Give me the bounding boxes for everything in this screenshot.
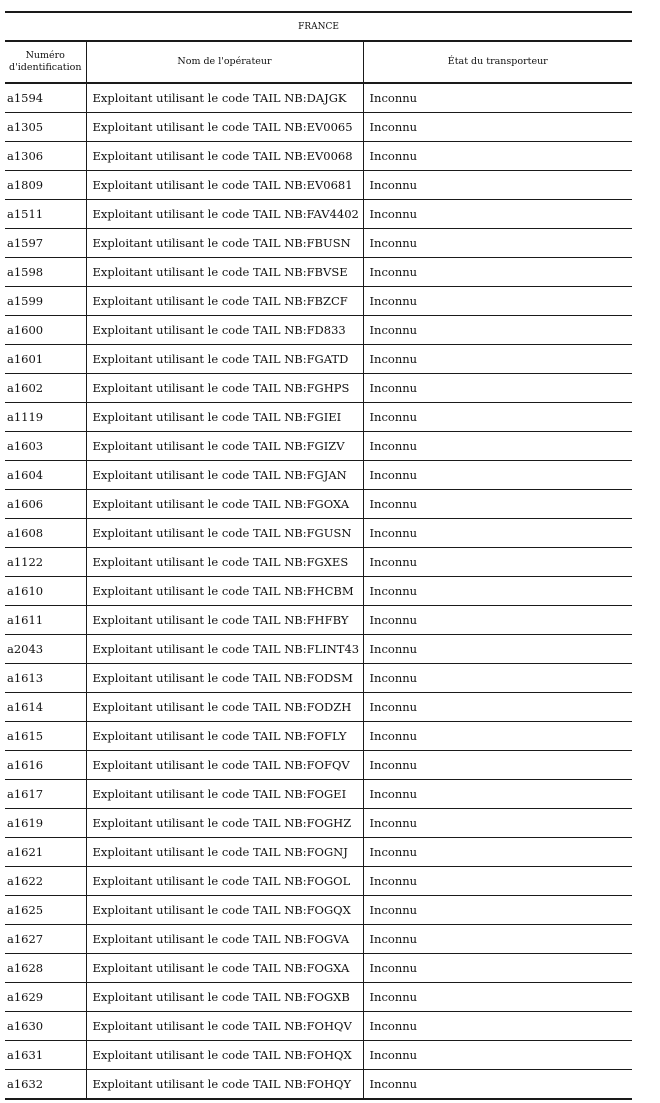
row-status-cell: Inconnu — [363, 838, 632, 867]
row-operator-cell: Exploitant utilisant le code TAIL NB:EV0068 — [86, 142, 363, 171]
row-status-cell: Inconnu — [363, 867, 632, 896]
table-row — [5, 374, 632, 403]
row-id-cell: a1625 — [5, 896, 86, 925]
table-row — [5, 606, 632, 635]
table-row — [5, 722, 632, 751]
table-row — [5, 519, 632, 548]
row-operator-cell: Exploitant utilisant le code TAIL NB:FOGHZ — [86, 809, 363, 838]
row-status-cell: Inconnu — [363, 519, 632, 548]
table-row — [5, 461, 632, 490]
row-status-cell: Inconnu — [363, 693, 632, 722]
row-operator-cell: Exploitant utilisant le code TAIL NB:FOHQY — [86, 1070, 363, 1100]
table-row — [5, 983, 632, 1012]
row-id-cell: a1615 — [5, 722, 86, 751]
row-id-cell: a1603 — [5, 432, 86, 461]
row-status-cell: Inconnu — [363, 751, 632, 780]
row-id-cell: a1601 — [5, 345, 86, 374]
row-status-cell: Inconnu — [363, 142, 632, 171]
table-row — [5, 693, 632, 722]
row-status-cell: Inconnu — [363, 577, 632, 606]
table-row — [5, 403, 632, 432]
table-row — [5, 345, 632, 374]
table-row — [5, 664, 632, 693]
table-row — [5, 867, 632, 896]
row-status-cell: Inconnu — [363, 432, 632, 461]
table-row — [5, 1070, 632, 1100]
table-row — [5, 1041, 632, 1070]
table-row — [5, 229, 632, 258]
carrier-register-table — [5, 11, 632, 1100]
row-status-cell: Inconnu — [363, 1041, 632, 1070]
row-operator-cell: Exploitant utilisant le code TAIL NB:FGJAN — [86, 461, 363, 490]
row-id-cell: a2043 — [5, 635, 86, 664]
row-status-cell: Inconnu — [363, 83, 632, 113]
row-status-cell: Inconnu — [363, 722, 632, 751]
row-status-cell: Inconnu — [363, 1012, 632, 1041]
row-status-cell: Inconnu — [363, 258, 632, 287]
table-row — [5, 751, 632, 780]
table-row — [5, 635, 632, 664]
row-status-cell: Inconnu — [363, 983, 632, 1012]
table-row — [5, 258, 632, 287]
row-operator-cell: Exploitant utilisant le code TAIL NB:FODZH — [86, 693, 363, 722]
row-id-cell: a1606 — [5, 490, 86, 519]
table-row — [5, 780, 632, 809]
table-row — [5, 200, 632, 229]
column-header-id-line1: Numéro — [25, 50, 65, 61]
row-status-cell: Inconnu — [363, 316, 632, 345]
row-operator-cell: Exploitant utilisant le code TAIL NB:FLINT43 — [86, 635, 363, 664]
row-operator-cell: Exploitant utilisant le code TAIL NB:FOGVA — [86, 925, 363, 954]
row-operator-cell: Exploitant utilisant le code TAIL NB:FOGNJ — [86, 838, 363, 867]
row-status-cell: Inconnu — [363, 954, 632, 983]
row-id-cell: a1614 — [5, 693, 86, 722]
table-row — [5, 490, 632, 519]
row-id-cell: a1610 — [5, 577, 86, 606]
row-status-cell: Inconnu — [363, 490, 632, 519]
table-row — [5, 548, 632, 577]
table-row — [5, 316, 632, 345]
row-id-cell: a1611 — [5, 606, 86, 635]
table-row — [5, 287, 632, 316]
row-id-cell: a1597 — [5, 229, 86, 258]
row-status-cell: Inconnu — [363, 896, 632, 925]
column-header-id-line2: d'identification — [9, 62, 82, 73]
row-id-cell: a1613 — [5, 664, 86, 693]
column-header-id — [5, 41, 86, 83]
row-id-cell: a1305 — [5, 113, 86, 142]
table-row — [5, 432, 632, 461]
row-status-cell: Inconnu — [363, 925, 632, 954]
row-status-cell: Inconnu — [363, 461, 632, 490]
row-operator-cell: Exploitant utilisant le code TAIL NB:FGOXA — [86, 490, 363, 519]
row-operator-cell: Exploitant utilisant le code TAIL NB:EV0681 — [86, 171, 363, 200]
row-operator-cell: Exploitant utilisant le code TAIL NB:FOHQV — [86, 1012, 363, 1041]
table-row — [5, 171, 632, 200]
column-header-row — [5, 41, 632, 83]
row-operator-cell: Exploitant utilisant le code TAIL NB:FGHPS — [86, 374, 363, 403]
row-operator-cell: Exploitant utilisant le code TAIL NB:FAV4402 — [86, 200, 363, 229]
row-id-cell: a1306 — [5, 142, 86, 171]
row-operator-cell: Exploitant utilisant le code TAIL NB:FGXES — [86, 548, 363, 577]
row-id-cell: a1604 — [5, 461, 86, 490]
column-header-status: État du transporteur — [363, 41, 632, 83]
row-operator-cell: Exploitant utilisant le code TAIL NB:FGUSN — [86, 519, 363, 548]
row-operator-cell: Exploitant utilisant le code TAIL NB:FOGOL — [86, 867, 363, 896]
column-header-operator: Nom de l'opérateur — [86, 41, 363, 83]
row-id-cell: a1619 — [5, 809, 86, 838]
row-operator-cell: Exploitant utilisant le code TAIL NB:FGIEI — [86, 403, 363, 432]
row-id-cell: a1632 — [5, 1070, 86, 1100]
row-status-cell: Inconnu — [363, 635, 632, 664]
country-heading: FRANCE — [5, 12, 632, 41]
row-id-cell: a1627 — [5, 925, 86, 954]
row-operator-cell: Exploitant utilisant le code TAIL NB:FOGXB — [86, 983, 363, 1012]
row-status-cell: Inconnu — [363, 780, 632, 809]
row-operator-cell: Exploitant utilisant le code TAIL NB:FBVSE — [86, 258, 363, 287]
row-status-cell: Inconnu — [363, 374, 632, 403]
row-id-cell: a1617 — [5, 780, 86, 809]
row-operator-cell: Exploitant utilisant le code TAIL NB:DAJGK — [86, 83, 363, 113]
table-row — [5, 838, 632, 867]
row-status-cell: Inconnu — [363, 200, 632, 229]
row-status-cell: Inconnu — [363, 1070, 632, 1100]
row-status-cell: Inconnu — [363, 548, 632, 577]
row-id-cell: a1622 — [5, 867, 86, 896]
row-id-cell: a1511 — [5, 200, 86, 229]
row-id-cell: a1809 — [5, 171, 86, 200]
table-row — [5, 925, 632, 954]
row-id-cell: a1629 — [5, 983, 86, 1012]
row-operator-cell: Exploitant utilisant le code TAIL NB:FD833 — [86, 316, 363, 345]
row-status-cell: Inconnu — [363, 287, 632, 316]
row-status-cell: Inconnu — [363, 229, 632, 258]
row-operator-cell: Exploitant utilisant le code TAIL NB:FGATD — [86, 345, 363, 374]
row-id-cell: a1616 — [5, 751, 86, 780]
row-id-cell: a1631 — [5, 1041, 86, 1070]
row-id-cell: a1594 — [5, 83, 86, 113]
row-operator-cell: Exploitant utilisant le code TAIL NB:FHFBY — [86, 606, 363, 635]
table-row — [5, 577, 632, 606]
row-operator-cell: Exploitant utilisant le code TAIL NB:FODSM — [86, 664, 363, 693]
row-status-cell: Inconnu — [363, 606, 632, 635]
table-row — [5, 142, 632, 171]
row-status-cell: Inconnu — [363, 403, 632, 432]
row-id-cell: a1602 — [5, 374, 86, 403]
row-operator-cell: Exploitant utilisant le code TAIL NB:FOGXA — [86, 954, 363, 983]
table-row — [5, 113, 632, 142]
table-row — [5, 1012, 632, 1041]
row-status-cell: Inconnu — [363, 113, 632, 142]
row-operator-cell: Exploitant utilisant le code TAIL NB:FOFLY — [86, 722, 363, 751]
row-operator-cell: Exploitant utilisant le code TAIL NB:FOGQX — [86, 896, 363, 925]
row-id-cell: a1122 — [5, 548, 86, 577]
row-operator-cell: Exploitant utilisant le code TAIL NB:EV0065 — [86, 113, 363, 142]
row-id-cell: a1621 — [5, 838, 86, 867]
row-id-cell: a1630 — [5, 1012, 86, 1041]
row-operator-cell: Exploitant utilisant le code TAIL NB:FGIZV — [86, 432, 363, 461]
row-operator-cell: Exploitant utilisant le code TAIL NB:FOGEI — [86, 780, 363, 809]
row-operator-cell: Exploitant utilisant le code TAIL NB:FHCBM — [86, 577, 363, 606]
row-status-cell: Inconnu — [363, 345, 632, 374]
row-status-cell: Inconnu — [363, 664, 632, 693]
row-status-cell: Inconnu — [363, 171, 632, 200]
table-row — [5, 954, 632, 983]
row-id-cell: a1119 — [5, 403, 86, 432]
row-operator-cell: Exploitant utilisant le code TAIL NB:FBZCF — [86, 287, 363, 316]
table-body — [5, 83, 632, 1099]
row-status-cell: Inconnu — [363, 809, 632, 838]
row-id-cell: a1608 — [5, 519, 86, 548]
row-id-cell: a1600 — [5, 316, 86, 345]
row-operator-cell: Exploitant utilisant le code TAIL NB:FOFQV — [86, 751, 363, 780]
table-row — [5, 83, 632, 113]
row-id-cell: a1599 — [5, 287, 86, 316]
row-operator-cell: Exploitant utilisant le code TAIL NB:FBUSN — [86, 229, 363, 258]
table-row — [5, 809, 632, 838]
row-id-cell: a1598 — [5, 258, 86, 287]
row-id-cell: a1628 — [5, 954, 86, 983]
row-operator-cell: Exploitant utilisant le code TAIL NB:FOHQX — [86, 1041, 363, 1070]
table-row — [5, 896, 632, 925]
